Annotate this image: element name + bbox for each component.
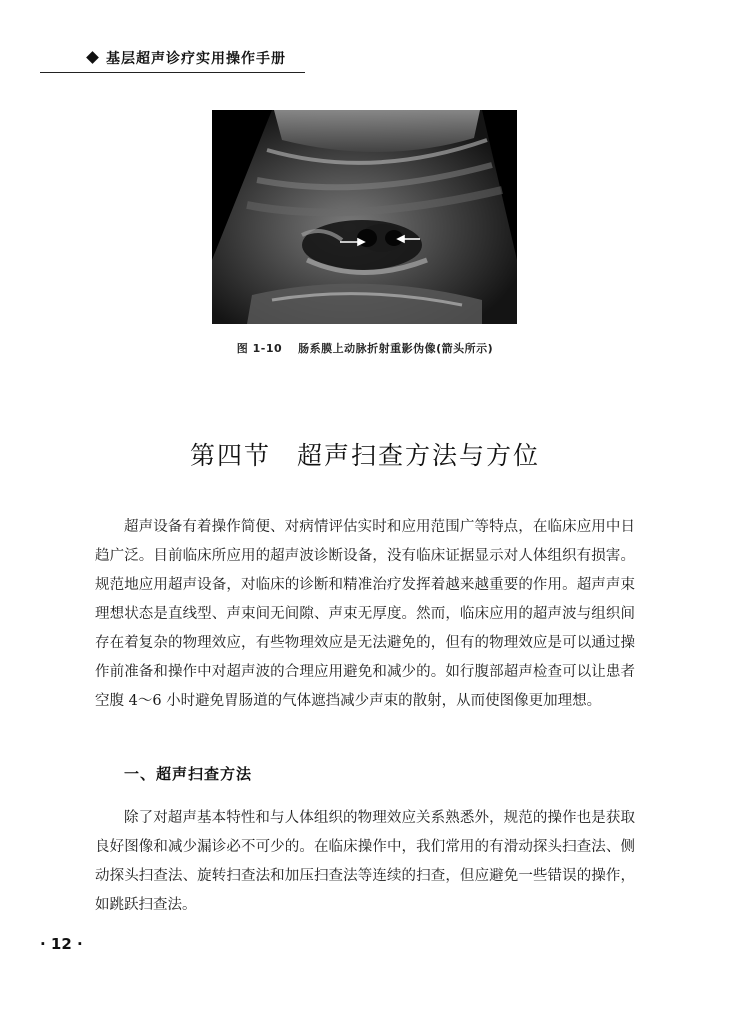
subheading: 一、超声扫查方法 [124, 765, 253, 783]
ultrasound-image [212, 110, 517, 324]
diamond-bullet-icon [86, 51, 99, 64]
section-heading [0, 436, 730, 472]
page-number: · 12 · [40, 935, 83, 953]
section-number: 第四节 [189, 441, 271, 470]
figure-caption-text: 肠系膜上动脉折射重影伪像(箭头所示) [298, 342, 494, 355]
figure-caption [0, 340, 730, 356]
book-title: 基层超声诊疗实用操作手册 [106, 51, 286, 67]
body-paragraph-2: 除了对超声基本特性和与人体组织的物理效应关系熟悉外，规范的操作也是获取良好图像和减少漏诊必不可少的。在临床操作中，我们常用的有滑动探头扫查法、侧动探头扫查法、旋转扫查法和加压扫查法等连续的扫查，但应避免一些错误的操作，如跳跃扫查法。 [95, 810, 635, 913]
section-title: 超声扫查方法与方位 [297, 441, 541, 470]
figure-number: 图 1-10 [236, 342, 283, 355]
running-header [40, 46, 305, 73]
body-paragraph-1: 超声设备有着操作简便、对病情评估实时和应用范围广等特点，在临床应用中日趋广泛。目前临床所应用的超声波诊断设备，没有临床证据显示对人体组织有损害。规范地应用超声设备，对临床的诊断和精准治疗发挥着越来越重要的作用。超声声束理想状态是直线型、声束间无间隙、声束无厚度。然而，临床应用的超声波与组织间存在着复杂的物理效应，有些物理效应是无法避免的，但有的物理效应是可以通过操作前准备和操作中对超声波的合理应用避免和减少的。如行腹部超声检查可以让患者空腹 4～6 小时避免胃肠道的气体遮挡减少声束的散射，从而使图像更加理想。 [95, 519, 635, 709]
